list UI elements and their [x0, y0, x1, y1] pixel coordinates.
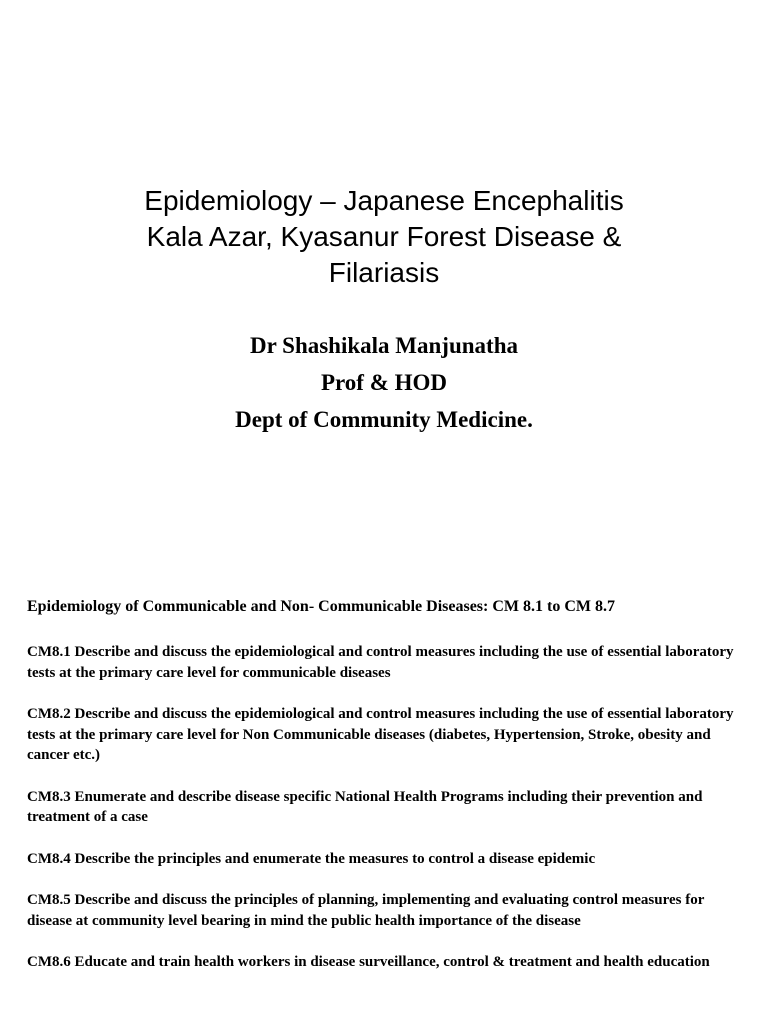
competency-item-cm8-1: CM8.1 Describe and discuss the epidemiological and control measures including the use of essential laboratory tests at the primary care level for communicable diseases	[27, 644, 734, 681]
author-block	[60, 327, 708, 438]
competency-heading: Epidemiology of Communicable and Non- Communicable Diseases: CM 8.1 to CM 8.7	[27, 598, 615, 615]
competency-item-cm8-2: CM8.2 Describe and discuss the epidemiological and control measures including the use of essential laboratory tests at the primary care level for Non Communicable diseases (diabetes, Hypertension, Stroke, obesity and cancer etc.)	[27, 706, 734, 763]
competency-item-cm8-3: CM8.3 Enumerate and describe disease specific National Health Programs including their prevention and treatment of a case	[27, 788, 703, 825]
title-line-2: Kala Azar, Kyasanur Forest Disease &	[146, 221, 622, 252]
author-department: Dept of Community Medicine.	[235, 407, 533, 432]
title-line-1: Epidemiology – Japanese Encephalitis	[144, 185, 624, 216]
competency-item-cm8-4: CM8.4 Describe the principles and enumerate the measures to control a disease epidemic	[27, 850, 596, 867]
slide-title	[60, 183, 708, 291]
competency-item-cm8-6: CM8.6 Educate and train health workers in disease surveillance, control & treatment and health education	[27, 954, 710, 970]
author-position: Prof & HOD	[320, 370, 448, 395]
competency-slide	[27, 596, 747, 994]
title-line-3: Filariasis	[328, 257, 440, 288]
competency-item-cm8-5: CM8.5 Describe and discuss the principles of planning, implementing and evaluating control measures for disease at community level bearing in mind the public health importance of the disease	[27, 892, 705, 929]
author-name: Dr Shashikala Manjunatha	[250, 333, 518, 358]
